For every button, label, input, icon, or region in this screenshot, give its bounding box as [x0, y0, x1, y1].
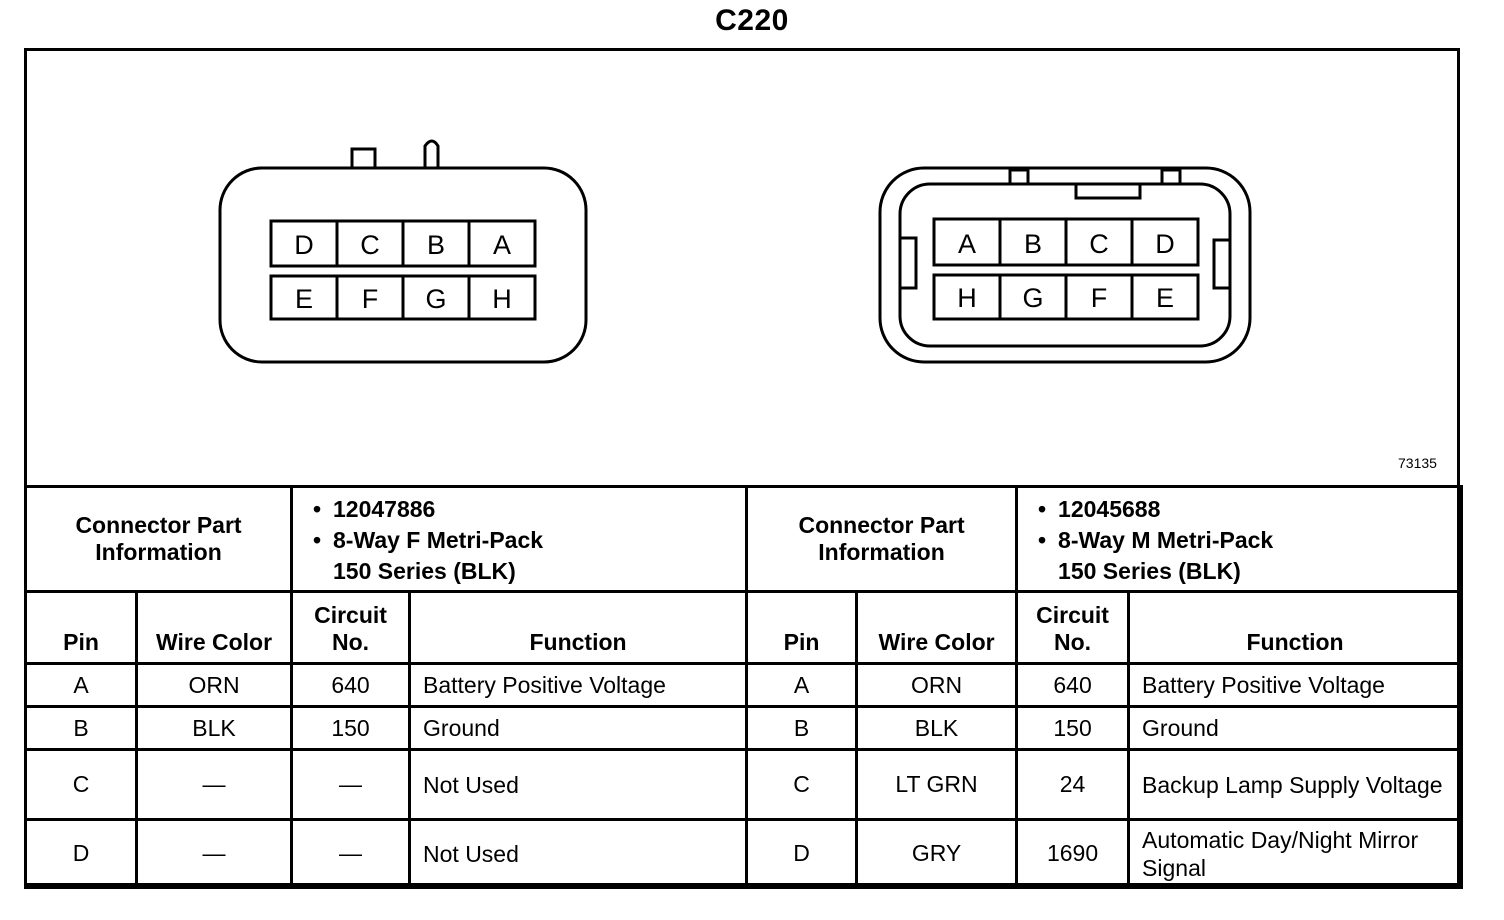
right-header-function: Function [1129, 592, 1462, 664]
left-pin-label: H [492, 284, 512, 314]
left-pin-label: F [361, 284, 379, 314]
left-function: Not Used [410, 750, 747, 820]
right-pin-label: D [1155, 229, 1175, 259]
right-circuit: 150 [1017, 707, 1129, 750]
right-wire-color: GRY [857, 820, 1017, 888]
right-header-circuit: Circuit No. [1017, 592, 1129, 664]
right-circuit: 1690 [1017, 820, 1129, 888]
right-function: Battery Positive Voltage [1129, 664, 1462, 707]
left-part-info-label: Connector Part Information [26, 487, 292, 592]
left-part-desc: • 8-Way F Metri-Pack [333, 525, 745, 556]
left-pin-label: G [425, 284, 447, 314]
table-row [26, 750, 1462, 820]
left-header-pin: Pin [26, 592, 137, 664]
left-pin-label: B [426, 230, 446, 260]
right-pin-label: H [957, 283, 977, 313]
left-pin-label: E [294, 284, 314, 314]
left-pin-label: C [360, 230, 380, 260]
right-circuit: 640 [1017, 664, 1129, 707]
right-function: Automatic Day/Night Mirror Signal [1129, 820, 1462, 888]
left-function: Ground [410, 707, 747, 750]
left-function: Battery Positive Voltage [410, 664, 747, 707]
left-pin: A [26, 664, 137, 707]
connector-diagram [24, 48, 1460, 488]
left-pin-label: D [294, 230, 314, 260]
right-pin: A [747, 664, 857, 707]
right-pin-label: B [1023, 229, 1043, 259]
right-pin-label: F [1090, 283, 1108, 313]
table-row [26, 707, 1462, 750]
right-pin-label: C [1089, 229, 1109, 259]
right-connector-face [880, 168, 1250, 362]
left-circuit: — [292, 750, 410, 820]
right-wire-color: BLK [857, 707, 1017, 750]
right-part-info [1017, 487, 1462, 592]
table-row [26, 664, 1462, 707]
left-circuit: 150 [292, 707, 410, 750]
table-row [26, 820, 1462, 888]
left-circuit: — [292, 820, 410, 888]
left-wire-color: — [137, 750, 292, 820]
connector-title: C220 [715, 4, 789, 37]
right-part-desc-2: 150 Series (BLK) [1058, 558, 1241, 584]
left-pin: D [26, 820, 137, 888]
right-part-number: • 12045688 [1058, 494, 1460, 525]
left-pin-label: A [492, 230, 512, 260]
right-pin: B [747, 707, 857, 750]
right-header-pin: Pin [747, 592, 857, 664]
left-header-circuit: Circuit No. [292, 592, 410, 664]
right-pin-label: A [957, 229, 977, 259]
right-part-desc: • 8-Way M Metri-Pack [1058, 525, 1460, 556]
left-connector-face [220, 141, 586, 362]
pinout-table [24, 485, 1463, 889]
diagram-id: 73135 [1398, 455, 1437, 471]
right-wire-color: LT GRN [857, 750, 1017, 820]
right-header-wire-color: Wire Color [857, 592, 1017, 664]
left-circuit: 640 [292, 664, 410, 707]
left-header-function: Function [410, 592, 747, 664]
left-wire-color: — [137, 820, 292, 888]
left-function: Not Used [410, 820, 747, 888]
left-pin: C [26, 750, 137, 820]
right-pin: D [747, 820, 857, 888]
right-pin: C [747, 750, 857, 820]
right-part-info-label: Connector Part Information [747, 487, 1017, 592]
left-part-info [292, 487, 747, 592]
right-function: Backup Lamp Supply Voltage [1129, 750, 1462, 820]
right-circuit: 24 [1017, 750, 1129, 820]
right-pin-label: E [1155, 283, 1175, 313]
column-header-row [26, 592, 1462, 664]
left-part-desc-2: 150 Series (BLK) [333, 558, 516, 584]
right-function: Ground [1129, 707, 1462, 750]
left-wire-color: BLK [137, 707, 292, 750]
left-part-number: • 12047886 [333, 494, 745, 525]
left-pin: B [26, 707, 137, 750]
part-info-row [26, 487, 1462, 592]
left-wire-color: ORN [137, 664, 292, 707]
right-wire-color: ORN [857, 664, 1017, 707]
left-header-wire-color: Wire Color [137, 592, 292, 664]
right-pin-label: G [1022, 283, 1044, 313]
